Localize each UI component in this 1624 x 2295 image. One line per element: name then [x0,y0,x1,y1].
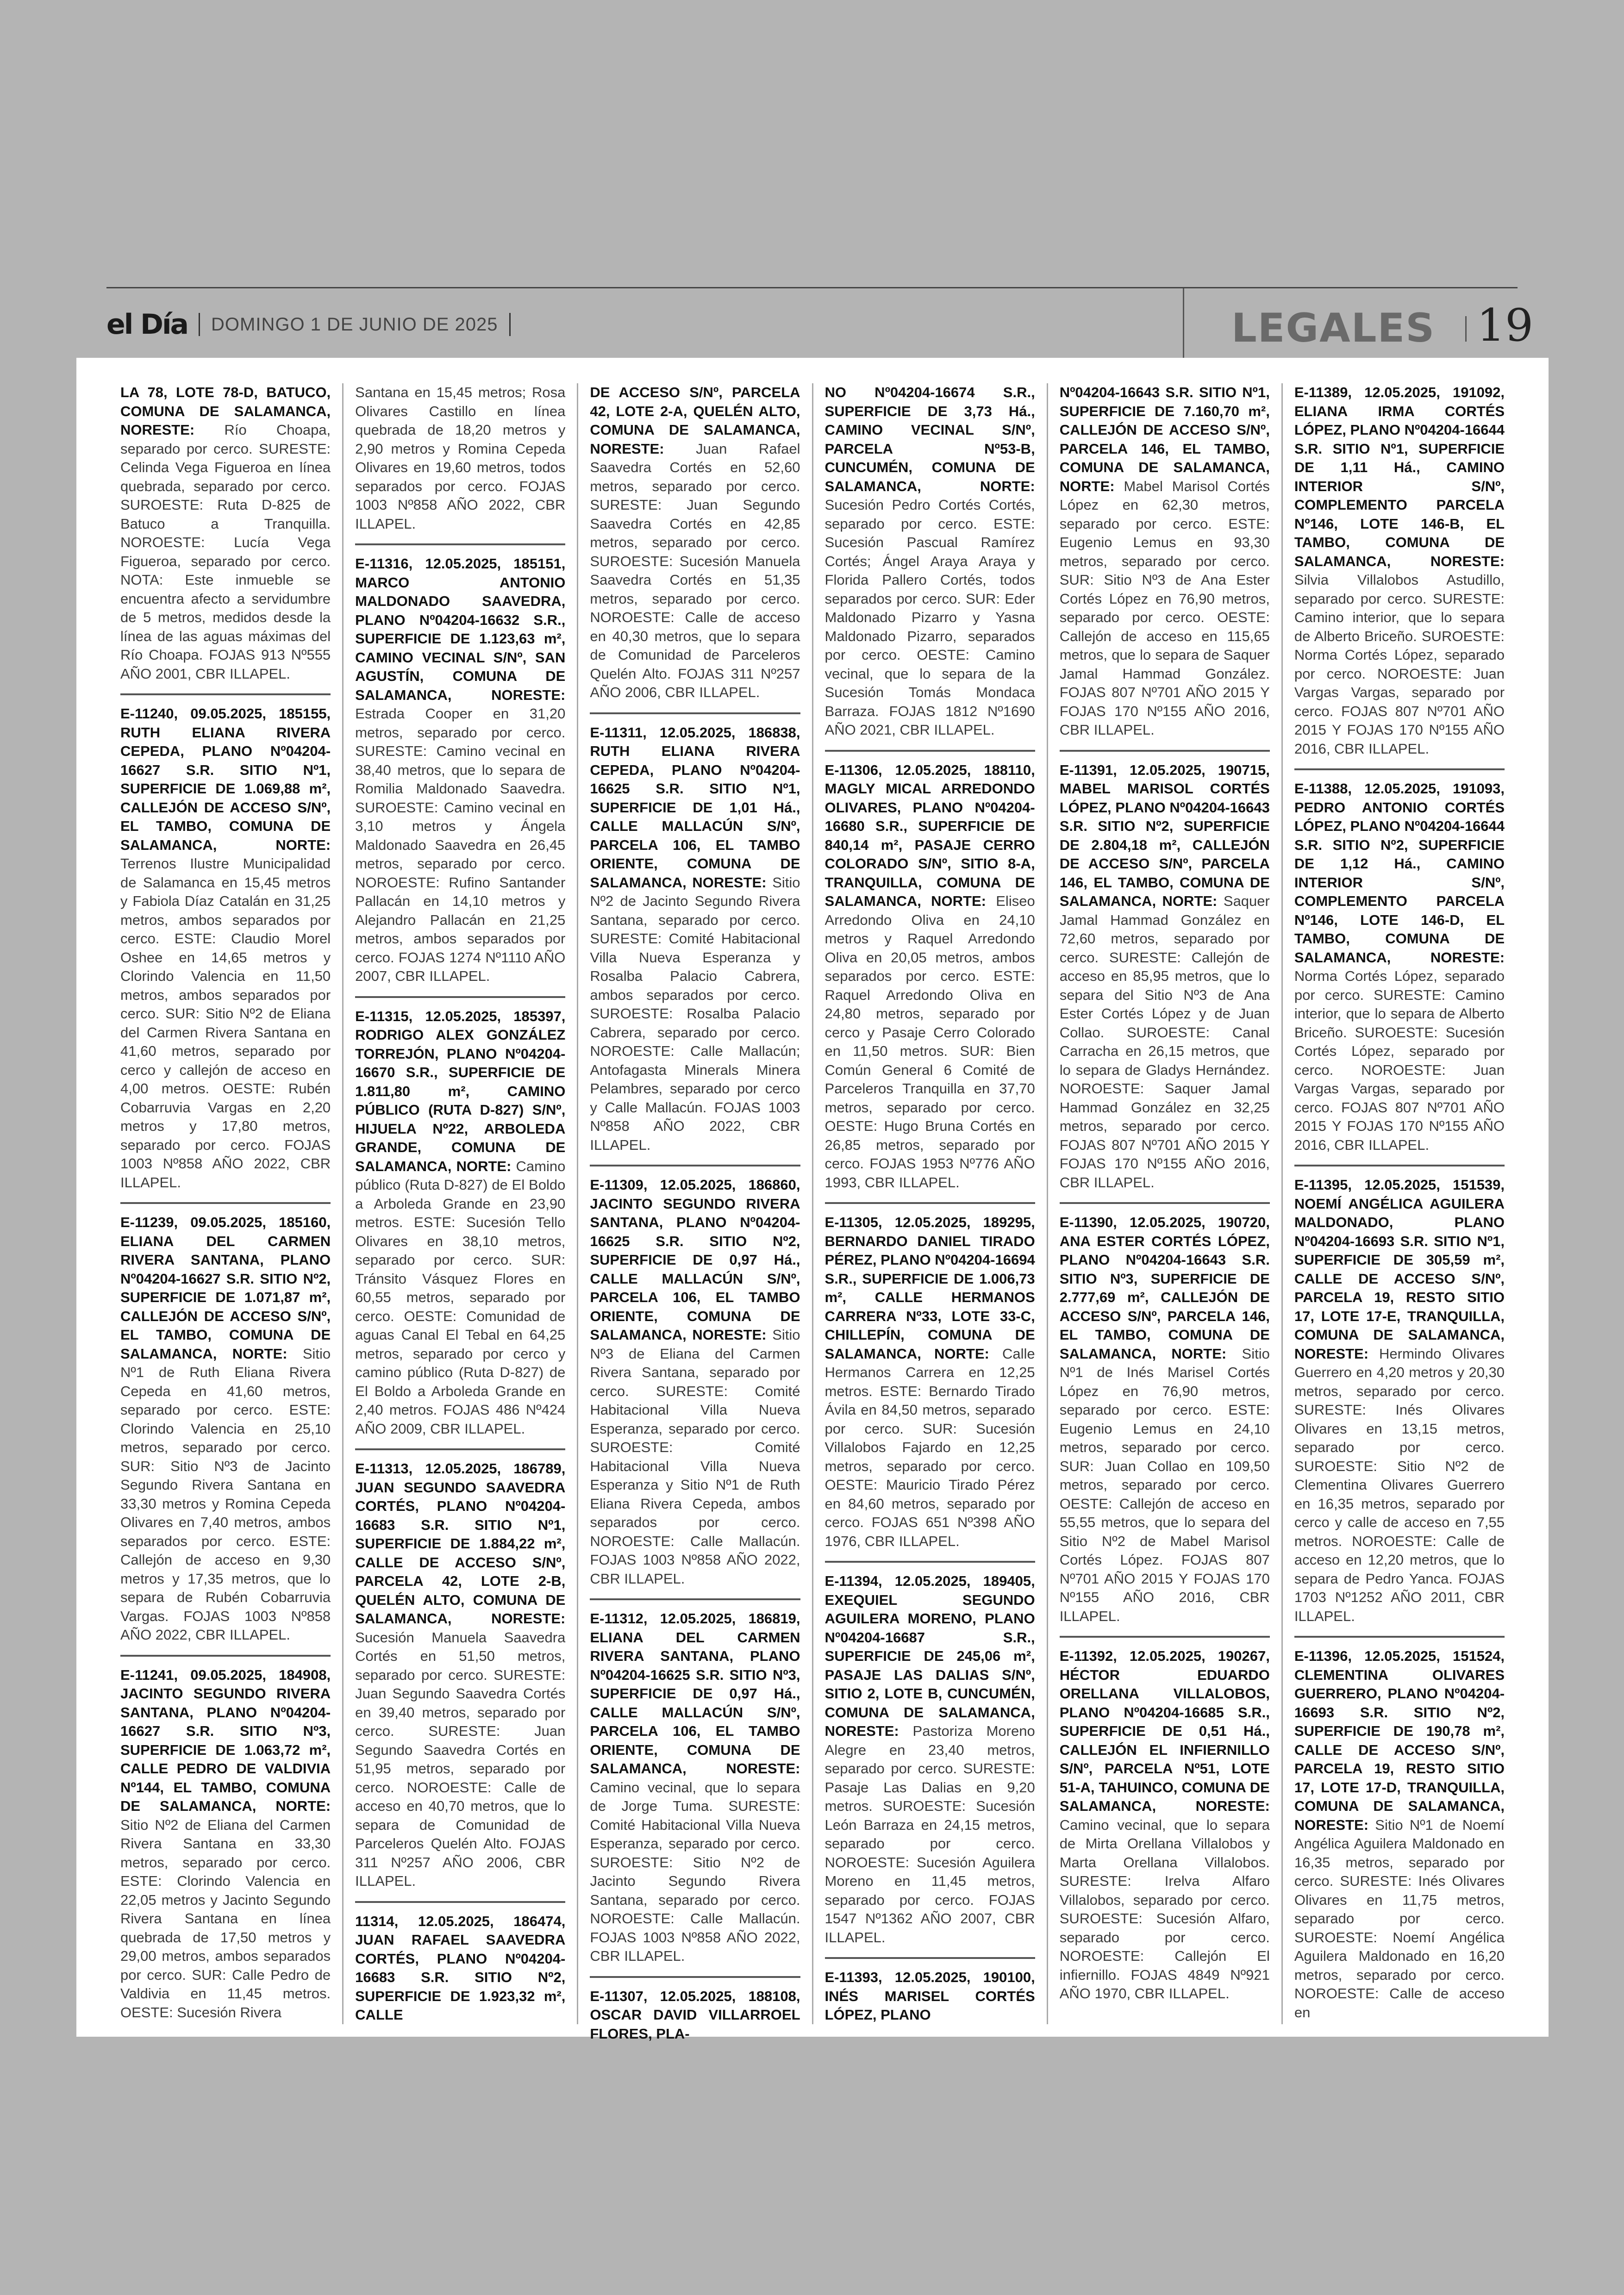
notice-heading: E-11392, 12.05.2025, 190267, HÉCTOR EDUARDO ORELLANA VILLALOBOS, PLANO Nº04204-16685 S.R., SUPERFICIE DE 0,51 Há., CALLEJÓN EL INFIERNILLO S/Nº, PARCELA Nº51, LOTE 51-A, TAHUINCO, COMUNA DE SALAMANCA, NORESTE: [1059,1648,1270,1814]
notice-body: Camino público (Ruta D-827) de El Boldo a Arboleda Grande en 23,90 metros. ESTE: Sucesión Tello Olivares en 38,10 metros, separado por cerco. SUR: Tránsito Vásquez Flores en 60,55 metros, separado por cerco. OESTE: Comunidad de aguas Canal El Tebal en 64,25 metros, separado por cerco y camino público (Ruta D-827) de El Boldo a Arboleda Grande en 2,40 metros. FOJAS 486 Nº424 AÑO 2009, CBR ILLAPEL. [355,1158,566,1437]
notice-heading: E-11390, 12.05.2025, 190720, ANA ESTER CORTÉS LÓPEZ, PLANO Nº04204-16643 S.R. SITIO Nº3, SUPERFICIE DE 2.777,69 m², CALLEJÓN DE ACCESO S/Nº, PARCELA 146, EL TAMBO, COMUNA DE SALAMANCA, NORTE: [1059,1214,1270,1362]
notice-body: Silvia Villalobos Astudillo, separado por cerco. SURESTE: Camino interior, que lo separa de Alberto Briceño. SUROESTE: Norma Cortés López, separado por cerco. NOROESTE: Juan Vargas Vargas, separado por cerco. FOJAS 807 Nº701 AÑO 2015 Y FOJAS 170 Nº155 AÑO 2016, CBR ILLAPEL. [1294,572,1505,757]
section-title: LEGALES [1231,305,1436,351]
notice-column [813,383,1048,2024]
notice-heading: E-11389, 12.05.2025, 191092, ELIANA IRMA CORTÉS LÓPEZ, PLANO Nº04204-16644 S.R. SITIO Nº1, SUPERFICIE DE 1,11 Há., CAMINO INTERIOR S/Nº, COMPLEMENTO PARCELA Nº146, LOTE 146-B, EL TAMBO, COMUNA DE SALAMANCA, NORESTE: [1294,384,1505,569]
notice-body: Santana en 15,45 metros; Rosa Olivares Castillo en línea quebrada de 18,20 metros y 2,90 metros y Romina Cepeda Olivares en 19,60 metros, todos separados por cerco. FOJAS 1003 Nº858 AÑO 2022, CBR ILLAPEL. [355,384,566,532]
notice-heading: DE ACCESO S/Nº, PARCELA 42, LOTE 2-A, QUELÉN ALTO, COMUNA DE SALAMANCA, NORESTE: [590,384,800,457]
legal-notice [825,1957,1035,2025]
notice-heading: E-11393, 12.05.2025, 190100, INÉS MARISEL CORTÉS LÓPEZ, PLANO [824,1969,1035,2023]
legal-notice [1060,1636,1270,2003]
notice-heading: E-11309, 12.05.2025, 186860, JACINTO SEGUNDO RIVERA SANTANA, PLANO Nº04204-16625 S.R. SITIO Nº2, SUPERFICIE DE 0,97 Há., CALLE MALLACÚN S/Nº, PARCELA 106, EL TAMBO ORIENTE, COMUNA DE SALAMANCA, NORESTE: [590,1177,800,1343]
legal-notice [120,1655,331,2022]
notice-body: Sitio Nº1 de Ruth Eliana Rivera Cepeda en 41,60 metros, separado por cerco. ESTE: Clorindo Valencia en 25,10 metros, separado por cerco. SUR: Sitio Nº3 de Jacinto Segundo Rivera Santana en 33,30 metros y Romina Cepeda Olivares en 7,40 metros, ambos separados por cerco. ESTE: Callejón de acceso en 9,30 metros y 17,35 metros, que lo separa de Rubén Cobarruvia Vargas. FOJAS 1003 Nº858 AÑO 2022, CBR ILLAPEL. [120,1345,331,1643]
notice-heading: E-11307, 12.05.2025, 188108, OSCAR DAVID VILLARROEL FLORES, PLA- [590,1988,800,2042]
notice-heading: Nº04204-16643 S.R. SITIO Nº1, SUPERFICIE DE 7.160,70 m², CALLEJÓN DE ACCESO S/Nº, PARCELA 146, EL TAMBO, COMUNA DE SALAMANCA, NORTE: [1059,384,1270,494]
legal-notice [1060,383,1270,740]
notice-heading: E-11240, 09.05.2025, 185155, RUTH ELIANA RIVERA CEPEDA, PLANO Nº04204-16627 S.R. SITIO Nº1, SUPERFICIE DE 1.069,88 m², CALLEJÓN DE ACCESO S/Nº, EL TAMBO, COMUNA DE SALAMANCA, NORTE: [120,705,331,853]
notice-body: Sitio Nº1 de Inés Marisel Cortés López en 76,90 metros, separado por cerco. ESTE: Eugenio Lemus en 24,10 metros, separado por cerco. SUR: Juan Collao en 109,50 metros, separado por cerco. OESTE: Callejón de acceso en 55,55 metros, que lo separa del Sitio Nº2 de Mabel Marisol Cortés López. FOJAS 807 Nº701 AÑO 2015 Y FOJAS 170 Nº155 AÑO 2016, CBR ILLAPEL. [1059,1345,1270,1624]
legal-notices-sheet [76,358,1549,2042]
legal-notice [825,383,1035,740]
legal-notice [1294,1165,1505,1626]
notice-body: Río Choapa, separado por cerco. SURESTE: Celinda Vega Figueroa en línea quebrada, separado por cerco. SUROESTE: Ruta D-825 de Batuco a Tranquilla. NOROESTE: Lucía Vega Figueroa, separado por cerco. NOTA: Este inmueble se encuentra afecto a servidumbre de 5 metros, medidos desde la línea de las aguas máximas del Río Choapa. FOJAS 913 Nº555 AÑO 2001, CBR ILLAPEL. [120,422,331,682]
notice-heading: E-11394, 12.05.2025, 189405, EXEQUIEL SEGUNDO AGUILERA MORENO, PLANO Nº04204-16687 S.R., SUPERFICIE DE 245,06 m², PASAJE LAS DALIAS S/Nº, SITIO 2, LOTE B, CUNCUMÉN, COMUNA DE SALAMANCA, NORESTE: [824,1573,1035,1739]
legal-notice [355,543,565,986]
notice-body: Camino vecinal, que lo separa de Jorge Tuma. SURESTE: Comité Habitacional Villa Nueva Esperanza, separado por cerco. SUROESTE: Sitio Nº2 de Jacinto Segundo Rivera Santana, separado por cerco. NOROESTE: Calle Mallacún. FOJAS 1003 Nº858 AÑO 2022, CBR ILLAPEL. [590,1779,800,1964]
legal-notice [1294,1636,1505,2022]
notice-column [344,383,578,2024]
notice-body: Camino vecinal, que lo separa de Mirta Orellana Villalobos y Marta Orellana Villalobos. SURESTE: Irelva Alfaro Villalobos, separado por cerco. SUROESTE: Sucesión Alfaro, separado por cerco. NOROESTE: Callejón El infiernillo. FOJAS 4849 Nº921 AÑO 1970, CBR ILLAPEL. [1059,1816,1270,2002]
issue-date: DOMINGO 1 DE JUNIO DE 2025 [211,314,498,335]
legal-notice [355,1448,565,1891]
legal-notice [590,1165,800,1588]
notice-heading: E-11388, 12.05.2025, 191093, PEDRO ANTONIO CORTÉS LÓPEZ, PLANO Nº04204-16644 S.R. SITIO Nº2, SUPERFICIE DE 1,12 Há., CAMINO INTERIOR S/Nº, COMPLEMENTO PARCELA Nº146, LOTE 146-D, EL TAMBO, COMUNA DE SALAMANCA, NORESTE: [1294,780,1505,966]
notice-heading: 11314, 12.05.2025, 186474, JUAN RAFAEL SAAVEDRA CORTÉS, PLANO Nº04204-16683 S.R. SITIO Nº2, SUPERFICIE DE 1.923,32 m², CALLE [355,1913,566,2023]
legal-notice [1060,750,1270,1192]
notice-body: Sitio Nº1 de Noemí Angélica Aguilera Maldonado en 16,35 metros, separado por cerco. SURESTE: Inés Olivares Olivares en 11,75 metros, separado por cerco. SUROESTE: Noemí Angélica Aguilera Maldonado en 16,20 metros, separado por cerco. NOROESTE: Calle de acceso en [1294,1816,1505,2021]
legal-notice [825,1561,1035,1947]
notice-body: Eliseo Arredondo Oliva en 24,10 metros y Raquel Arredondo Oliva en 20,05 metros, ambos separados por cerco. ESTE: Raquel Arredondo Oliva en 24,80 metros, separado por cerco y Pasaje Cerro Colorado en 11,50 metros. SUR: Bien Común General 6 Comité de Parceleros Tranquilla en 37,70 metros, separado por cerco. OESTE: Hugo Bruna Cortés en 26,85 metros, separado por cerco. FOJAS 1953 Nº776 AÑO 1993, CBR ILLAPEL. [824,893,1035,1191]
notice-body: Sucesión Pedro Cortés Cortés, separado por cerco. ESTE: Sucesión Pascual Ramírez Cortés; Ángel Araya Araya y Florida Pallero Cortés, todos separados por cerco. SUR: Eder Maldonado Pizarro y Yasna Maldonado Pizarro, separados por cerco. OESTE: Camino vecinal, que lo separa de la Sucesión Tomás Mondaca Barraza. FOJAS 1812 Nº1690 AÑO 2021, CBR ILLAPEL. [824,497,1035,738]
notice-body: Sucesión Manuela Saavedra Cortés en 51,50 metros, separado por cerco. SURESTE: Juan Segundo Saavedra Cortés en 39,40 metros, separado por cerco. SURESTE: Juan Segundo Saavedra Cortés en 51,95 metros, separado por cerco. NOROESTE: Calle de acceso en 40,70 metros, que lo separa de Comunidad de Parceleros Quelén Alto. FOJAS 311 Nº257 AÑO 2006, CBR ILLAPEL. [355,1629,566,1889]
notice-column [109,383,344,2024]
header-separator [199,313,200,336]
legal-notice [120,383,331,683]
notice-heading: NO Nº04204-16674 S.R., SUPERFICIE DE 3,73 Há., CAMINO VECINAL S/Nº, PARCELA Nº53-B, CUNCUMÉN, COMUNA DE SALAMANCA, NORTE: [824,384,1035,494]
notice-column [1283,383,1516,2024]
legal-notice [355,1901,565,2025]
legal-notice [825,1202,1035,1551]
legal-notice [120,1202,331,1645]
notice-columns [109,383,1516,2042]
legal-notice [590,1598,800,1966]
notice-column [578,383,813,2042]
notice-body: Sitio Nº2 de Jacinto Segundo Rivera Santana, separado por cerco. SURESTE: Comité Habitacional Villa Nueva Esperanza y Rosalba Palacio Cabrera, ambos separados por cerco. SUROESTE: Rosalba Palacio Cabrera, separado por cerco. NOROESTE: Calle Mallacún; Antofagasta Minerals Minera Pelambres, separado por cerco y Calle Mallacún. FOJAS 1003 Nº858 AÑO 2022, CBR ILLAPEL. [590,874,800,1153]
notice-heading: E-11306, 12.05.2025, 188110, MAGLY MICAL ARREDONDO OLIVARES, PLANO Nº04204-16680 S.R., SUPERFICIE DE 840,14 m², PASAJE CERRO COLORADO S/Nº, SITIO 8-A, TRANQUILLA, COMUNA DE SALAMANCA, NORTE: [824,761,1035,909]
legal-notice [825,750,1035,1192]
notice-heading: E-11395, 12.05.2025, 151539, NOEMÍ ANGÉLICA AGUILERA MALDONADO, PLANO Nº04204-16693 S.R. SITIO Nº1, SUPERFICIE DE 305,59 m², CALLE DE ACCESO S/Nº, PARCELA 19, RESTO SITIO 17, LOTE 17-E, TRANQUILLA, COMUNA DE SALAMANCA, NORESTE: [1294,1177,1505,1362]
legal-notice [1060,1202,1270,1626]
notice-column [1048,383,1283,2024]
notice-heading: E-11311, 12.05.2025, 186838, RUTH ELIANA RIVERA CEPEDA, PLANO Nº04204-16625 S.R. SITIO Nº1, SUPERFICIE DE 1,01 Há., CALLE MALLACÚN S/Nº, PARCELA 106, EL TAMBO ORIENTE, COMUNA DE SALAMANCA, NORESTE: [590,724,800,891]
legal-notice [590,1976,800,2044]
legal-notice [590,712,800,1155]
notice-heading: E-11396, 12.05.2025, 151524, CLEMENTINA OLIVARES GUERRERO, PLANO Nº04204-16693 S.R. SITIO Nº2, SUPERFICIE DE 190,78 m², CALLE DE ACCESO S/Nº, PARCELA 19, RESTO SITIO 17, LOTE 17-D, TRANQUILLA, COMUNA DE SALAMANCA, NORESTE: [1294,1648,1505,1833]
page-number-separator [1465,316,1467,342]
legal-notice [355,996,565,1439]
legal-notice [1294,768,1505,1154]
notice-body: Hermindo Olivares Guerrero en 4,20 metros y 20,30 metros, separado por cerco. SURESTE: Inés Olivares Olivares en 13,15 metros, separado por cerco. SUROESTE: Sitio Nº2 de Clementina Olivares Guerrero en 16,35 metros, separado por cerco y calle de acceso en 7,55 metros. NOROESTE: Calle de acceso en 12,20 metros, que lo separa de Pedro Yanca. FOJAS 1703 Nº1252 AÑO 2011, CBR ILLAPEL. [1294,1345,1505,1624]
page-header [106,287,1534,358]
notice-body: Saquer Jamal Hammad González en 72,60 metros, separado por cerco. SURESTE: Callejón de acceso en 85,95 metros, que lo separa del Sitio Nº3 de Ana Ester Cortés López y de Juan Collao. SUROESTE: Canal Carracha en 26,15 metros, que lo separa de Gladys Hernández. NOROESTE: Saquer Jamal Hammad González en 32,25 metros, separado por cerco. FOJAS 807 Nº701 AÑO 2015 Y FOJAS 170 Nº155 AÑO 2016, CBR ILLAPEL. [1059,893,1270,1191]
notice-body: Terrenos Ilustre Municipalidad de Salamanca en 15,45 metros y Fabiola Díaz Catalán en 31,25 metros, ambos separados por cerco. ESTE: Claudio Morel Oshee en 14,65 metros y Clorindo Valencia en 11,50 metros, ambos separados por cerco. SUR: Sitio Nº2 de Eliana del Carmen Rivera Santana en 41,60 metros, separado por cerco y callejón de acceso en 4,00 metros. OESTE: Rubén Cobarruvia Vargas en 2,20 metros y 17,80 metros, separado por cerco. FOJAS 1003 Nº858 AÑO 2022, CBR ILLAPEL. [120,855,331,1191]
header-separator [509,313,511,336]
notice-body: Juan Rafael Saavedra Cortés en 52,60 metros, separado por cerco. SURESTE: Juan Segundo Saavedra Cortés en 42,85 metros, separado por cerco. SUROESTE: Sucesión Manuela Saavedra Cortés en 51,35 metros, separado por cerco. NOROESTE: Calle de acceso en 40,30 metros, que lo separa de Comunidad de Parceleros Quelén Alto. FOJAS 311 Nº257 AÑO 2006, CBR ILLAPEL. [590,440,800,700]
notice-heading: E-11313, 12.05.2025, 186789, JUAN SEGUNDO SAAVEDRA CORTÉS, PLANO Nº04204-16683 S.R. SITIO Nº1, SUPERFICIE DE 1.884,22 m², CALLE DE ACCESO S/Nº, PARCELA 42, LOTE 2-B, QUELÉN ALTO, COMUNA DE SALAMANCA, NORESTE: [355,1460,566,1627]
notice-heading: E-11241, 09.05.2025, 184908, JACINTO SEGUNDO RIVERA SANTANA, PLANO Nº04204-16627 S.R. SITIO Nº3, SUPERFICIE DE 1.063,72 m², CALLE PEDRO DE VALDIVIA Nº144, EL TAMBO, COMUNA DE SALAMANCA, NORTE: [120,1666,331,1814]
notice-heading: LA 78, LOTE 78-D, BATUCO, COMUNA DE SALAMANCA, NORESTE: [120,384,331,438]
header-divider [1183,288,1184,358]
page-number: 19 [1477,299,1534,351]
legal-notice [120,693,331,1192]
header-left [106,306,522,343]
notice-heading: E-11312, 12.05.2025, 186819, ELIANA DEL CARMEN RIVERA SANTANA, PLANO Nº04204-16625 S.R. SITIO Nº3, SUPERFICIE DE 0,97 Há., CALLE MALLACÚN S/Nº, PARCELA 106, EL TAMBO ORIENTE, COMUNA DE SALAMANCA, NORESTE: [590,1610,800,1777]
legal-notice [355,383,565,533]
legal-notice [1294,383,1505,758]
notice-body: Calle Hermanos Carrera en 12,25 metros. ESTE: Bernardo Tirado Ávila en 84,50 metros, separado por cerco. SUR: Sucesión Villalobos Fajardo en 12,25 metros, separado por cerco. OESTE: Mauricio Tirado Pérez en 84,60 metros, separado por cerco. FOJAS 651 Nº398 AÑO 1976, CBR ILLAPEL. [824,1345,1035,1549]
newspaper-logo: el Día [106,308,188,341]
legal-notice [590,383,800,702]
notice-heading: E-11316, 12.05.2025, 185151, MARCO ANTONIO MALDONADO SAAVEDRA, PLANO Nº04204-16632 S.R., SUPERFICIE DE 1.123,63 m², CAMINO VECINAL S/Nº, SAN AGUSTÍN, COMUNA DE SALAMANCA, NORESTE: [355,555,566,703]
notice-body: Norma Cortés López, separado por cerco. SURESTE: Camino interior, que lo separa de Alberto Briceño. SUROESTE: Sucesión Cortés López, separado por cerco. NOROESTE: Juan Vargas Vargas, separado por cerco. FOJAS 807 Nº701 AÑO 2015 Y FOJAS 170 Nº155 AÑO 2016, CBR ILLAPEL. [1294,968,1505,1153]
notice-body: Pastoriza Moreno Alegre en 23,40 metros, separado por cerco. SURESTE: Pasaje Las Dalias en 9,20 metros. SUROESTE: Sucesión León Barraza en 24,15 metros, separado por cerco. NOROESTE: Sucesión Aguilera Moreno en 11,45 metros, separado por cerco. FOJAS 1547 Nº1362 AÑO 2007, CBR ILLAPEL. [824,1723,1035,1946]
notice-body: Estrada Cooper en 31,20 metros, separado por cerco. SURESTE: Camino vecinal en 38,40 metros, que lo separa de Romilia Maldonado Saavedra. SUROESTE: Camino vecinal en 3,10 metros y Ángela Maldonado Saavedra en 26,45 metros, separado por cerco. NOROESTE: Rufino Santander Pallacán en 14,10 metros y Alejandro Pallacán en 21,25 metros, ambos separados por cerco. FOJAS 1274 Nº1110 AÑO 2007, CBR ILLAPEL. [355,705,566,984]
notice-body: Mabel Marisol Cortés López en 62,30 metros, separado por cerco. ESTE: Eugenio Lemus en 93,30 metros, separado por cerco. SUR: Sitio Nº3 de Ana Ester Cortés López en 76,90 metros, separado por cerco. OESTE: Callejón de acceso en 115,65 metros, que lo separa de Saquer Jamal Hammad González. FOJAS 807 Nº701 AÑO 2015 Y FOJAS 170 Nº155 AÑO 2016, CBR ILLAPEL. [1059,478,1270,738]
notice-heading: E-11239, 09.05.2025, 185160, ELIANA DEL CARMEN RIVERA SANTANA, PLANO Nº04204-16627 S.R. SITIO Nº2, SUPERFICIE DE 1.071,87 m², CALLEJÓN DE ACCESO S/Nº, EL TAMBO, COMUNA DE SALAMANCA, NORTE: [120,1214,331,1362]
notice-body: Sitio Nº2 de Eliana del Carmen Rivera Santana en 33,30 metros, separado por cerco. ESTE: Clorindo Valencia en 22,05 metros y Jacinto Segundo Rivera Santana en línea quebrada de 17,50 metros y 29,00 metros, ambos separados por cerco. SUR: Calle Pedro de Valdivia en 11,45 metros. OESTE: Sucesión Rivera [120,1816,331,2021]
notice-heading: E-11315, 12.05.2025, 185397, RODRIGO ALEX GONZÁLEZ TORREJÓN, PLANO Nº04204-16670 S.R., SUPERFICIE DE 1.811,80 m², CAMINO PÚBLICO (RUTA D-827) S/Nº, HIJUELA Nº22, ARBOLEDA GRANDE, COMUNA DE SALAMANCA, NORTE: [355,1008,566,1174]
notice-heading: E-11391, 12.05.2025, 190715, MABEL MARISOL CORTÉS LÓPEZ, PLANO Nº04204-16643 S.R. SITIO Nº2, SUPERFICIE DE 2.804,18 m², CALLEJÓN DE ACCESO S/Nº, PARCELA 146, EL TAMBO, COMUNA DE SALAMANCA, NORTE: [1059,761,1270,909]
notice-body: Sitio Nº3 de Eliana del Carmen Rivera Santana, separado por cerco. SURESTE: Comité Habitacional Villa Nueva Esperanza, separado por cerco. SUROESTE: Comité Habitacional Villa Nueva Esperanza y Sitio Nº1 de Ruth Eliana Rivera Cepeda, ambos separados por cerco. NOROESTE: Calle Mallacún. FOJAS 1003 Nº858 AÑO 2022, CBR ILLAPEL. [590,1327,800,1587]
notice-heading: E-11305, 12.05.2025, 189295, BERNARDO DANIEL TIRADO PÉREZ, PLANO Nº04204-16694 S.R., SUPERFICIE DE 1.006,73 m², CALLE HERMANOS CARRERA Nº33, LOTE 33-C, CHILLEPÍN, COMUNA DE SALAMANCA, NORTE: [824,1214,1035,1362]
